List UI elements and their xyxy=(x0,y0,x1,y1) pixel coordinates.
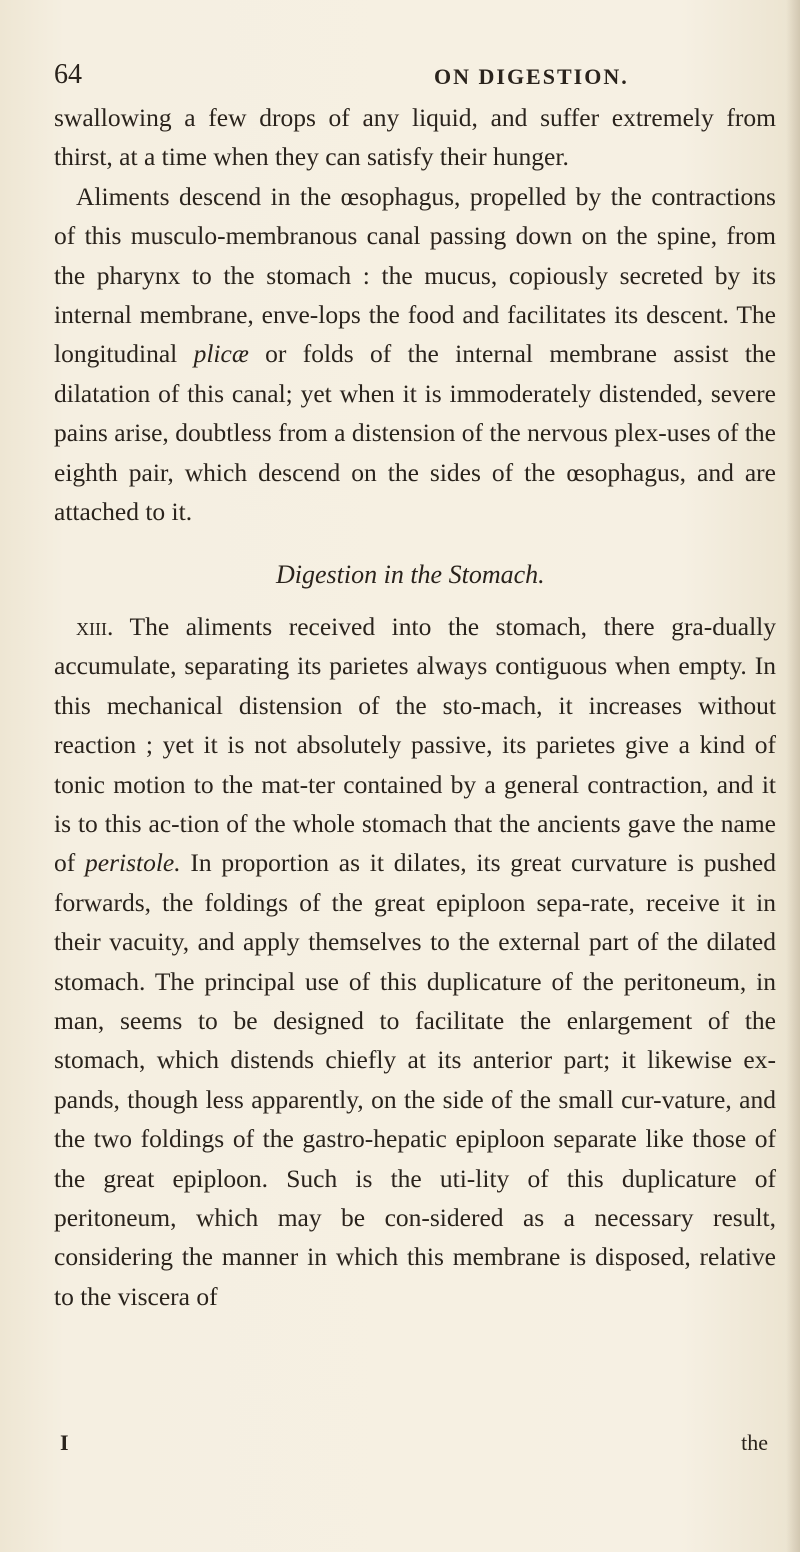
page-edge-shadow xyxy=(786,0,800,1552)
paragraph-2-text-b: or folds of the internal membrane assist the dilatation of this canal; yet when it is immoderately distended, severe pains arise, doubtless from a distension of the nervous plex-uses of the eighth pair, which descend on the sides of the œsophagus, and are attached to it. xyxy=(54,339,776,527)
page-header xyxy=(54,58,774,92)
paragraph-2-italic: plicæ xyxy=(193,339,249,369)
section-number: xiii. xyxy=(76,611,114,641)
page-footer xyxy=(54,1430,776,1460)
paragraph-3-text-b: In proportion as it dilates, its great curvature is pushed forwards, the foldings of the great epiploon sepa-rate, receive it in their vacuity, and apply themselves to the external part of the dilated stomach. The principal use of this duplicature of the peritoneum, in man, seems to be designed to facilitate the enlargement of the stomach, which distends chiefly at its anterior part; it likewise ex-pands, though less apparently, on the side of the small cur-vature, and the two foldings of the gastro-hepatic epiploon separate like those of the great epiploon. Such is the uti-lity of this duplicature of peritoneum, which may be con-sidered as a necessary result, considering the manner in which this membrane is disposed, relative to the viscera of xyxy=(54,848,776,1311)
paragraph-1-text: swallowing a few drops of any liquid, and suffer extremely from thirst, at a time when they can satisfy their hunger. xyxy=(54,103,776,172)
paragraph-3 xyxy=(54,607,776,1316)
paragraph-3-text-a: The aliments received into the stomach, there gra-dually accumulate, separating its parietes always contiguous when empty. In this mechanical distension of the sto-mach, it increases without reaction ; yet it is not absolutely passive, its parietes give a kind of tonic motion to the mat-ter contained by a general contraction, and it is to this ac-tion of the whole stomach that the ancients gave the name of xyxy=(54,611,776,878)
body-text xyxy=(54,98,776,1316)
paragraph-1 xyxy=(54,98,776,177)
paragraph-2 xyxy=(54,177,776,532)
paragraph-2-text-a: Aliments descend in the œsophagus, propelled by the contractions of this musculo-membranous canal passing down on the spine, from the pharynx to the stomach : the mucus, copiously secreted by its internal membrane, enve-lops the food and facilitates its descent. The longitudinal xyxy=(54,181,776,369)
running-head: ON DIGESTION. xyxy=(434,64,629,89)
signature-mark: I xyxy=(60,1430,69,1455)
section-heading: Digestion in the Stomach. xyxy=(276,560,545,590)
catchword: the xyxy=(741,1430,768,1455)
paragraph-3-italic: peristole. xyxy=(85,848,181,878)
page-number: 64 xyxy=(54,59,82,90)
